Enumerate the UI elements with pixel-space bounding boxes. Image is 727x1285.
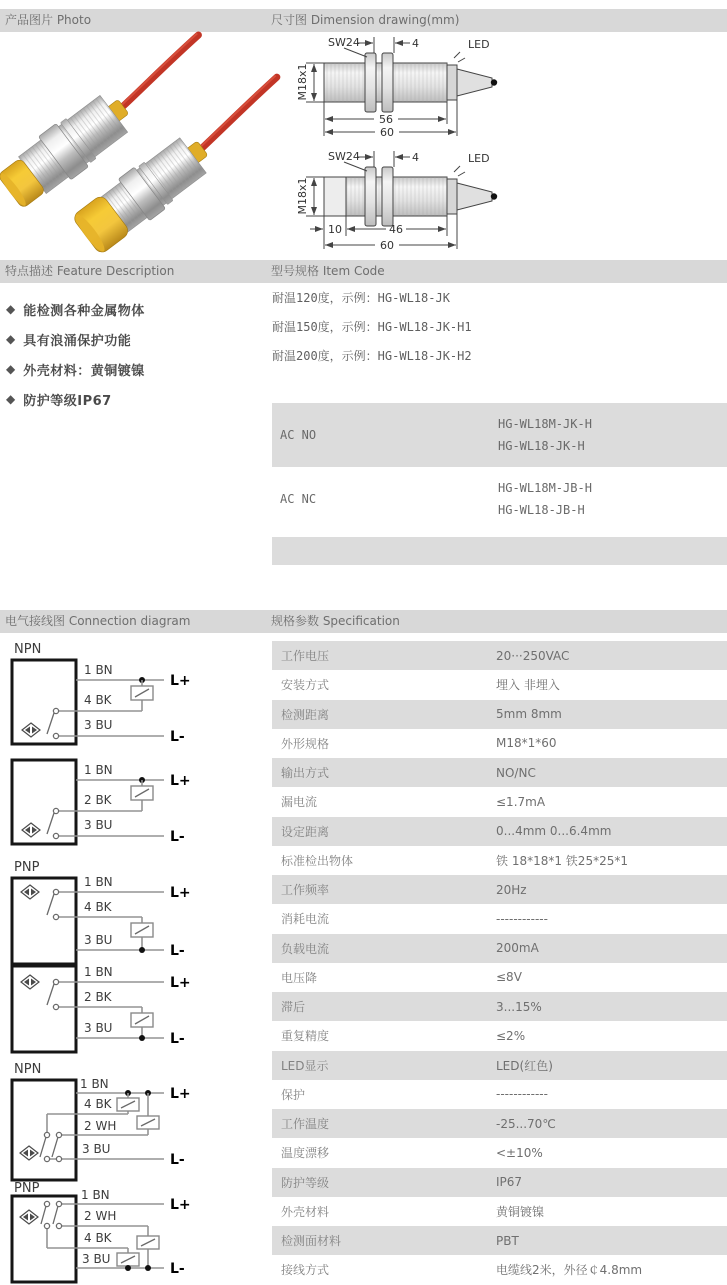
wiring-diagram-pnp-4wire (4, 1180, 264, 1285)
spec-row (272, 1226, 727, 1255)
spec-row (272, 1197, 727, 1226)
item-code-empty-row (272, 537, 727, 565)
spec-row (272, 670, 727, 699)
power-minus-label: L- (170, 1031, 185, 1047)
wiring-diagram-npn-4wire (4, 1060, 264, 1186)
spec-row (272, 1021, 727, 1050)
dimension-drawing-flush (270, 34, 727, 142)
spec-label: 检测距离 (281, 707, 330, 722)
spec-value: PBT (496, 1233, 519, 1248)
spec-label: 漏电流 (281, 795, 318, 810)
item-code-row (272, 467, 727, 531)
feature-list (6, 294, 264, 414)
spec-row (272, 1109, 727, 1138)
connection-section-title: 电气接线图 Connection diagram (5, 614, 191, 628)
spec-value: 3...15% (496, 999, 542, 1014)
power-plus-label: L+ (170, 975, 191, 991)
spec-value: ------------ (496, 1087, 548, 1102)
spec-label: 负载电流 (281, 941, 330, 956)
spec-row (272, 992, 727, 1021)
power-minus-label: L- (170, 829, 185, 845)
wire-label: 4 BK (84, 1231, 112, 1245)
diamond-bullet-icon: ◆ (6, 392, 16, 406)
diagram-type-label: NPN (14, 642, 42, 657)
diamond-bullet-icon: ◆ (6, 302, 16, 316)
feature-item (6, 324, 264, 354)
spec-value: ≤2% (496, 1028, 526, 1043)
spec-label: 安装方式 (281, 678, 330, 693)
wire-label: 1 BN (84, 965, 113, 979)
power-plus-label: L+ (170, 773, 191, 789)
power-plus-label: L+ (170, 673, 191, 689)
output-type-label: AC NO (280, 428, 317, 442)
spec-value: ≤8V (496, 970, 522, 985)
spec-label: 重复精度 (281, 1029, 330, 1044)
feature-text: 外壳材料：黄铜镀镍 (23, 363, 145, 379)
spec-label: 输出方式 (281, 766, 330, 781)
wire-label: 2 WH (84, 1119, 117, 1133)
spec-value: 0...4mm 0...6.4mm (496, 824, 612, 839)
item-code-value: HG-WL18-JB-H (498, 503, 585, 517)
output-type-label: AC NC (280, 492, 317, 506)
thread-length-label: 46 (389, 223, 403, 236)
wire-label: 1 BN (80, 1077, 109, 1091)
total-length-label: 60 (380, 239, 394, 252)
spec-row (272, 1138, 727, 1167)
spec-label: 温度漂移 (281, 1146, 330, 1161)
diamond-bullet-icon: ◆ (6, 362, 16, 376)
spec-value: 20Hz (496, 882, 527, 897)
spec-label: 电压降 (281, 970, 318, 985)
item-code-value: HG-WL18M-JK-H (498, 417, 592, 431)
spec-label: 工作电压 (281, 649, 330, 664)
spec-row (272, 641, 727, 670)
item-code-row (272, 403, 727, 467)
product-photo (0, 40, 265, 255)
feature-text: 防护等级IP67 (23, 393, 112, 409)
itemcode-section-title: 型号规格 Item Code (271, 264, 385, 278)
thread-spec-label: M18x1 (296, 177, 309, 215)
nut-width-label: 4 (412, 37, 419, 50)
feature-item (6, 294, 264, 324)
wiring-diagram-pnp-no (4, 858, 264, 970)
wire-label: 4 BK (84, 900, 112, 914)
spec-value: 5mm 8mm (496, 707, 562, 722)
wiring-diagram-npn-no-2 (4, 756, 264, 854)
power-minus-label: L- (170, 1261, 185, 1277)
spec-row (272, 846, 727, 875)
spec-label: 接线方式 (281, 1263, 330, 1278)
temp-rating-line: 耐温200度，示例：HG-WL18-JK-H2 (272, 349, 472, 363)
spec-label: 标准检出物体 (281, 853, 354, 868)
photo-section-title: 产品图片 Photo (5, 13, 92, 27)
specification-section-title: 规格参数 Specification (271, 614, 400, 628)
wire-label: 4 BK (84, 1097, 112, 1111)
spec-value: 电缆线2米，外径￠4.8mm (496, 1263, 643, 1278)
spec-row (272, 934, 727, 963)
wire-label: 3 BU (84, 718, 113, 732)
wire-label: 2 BK (84, 793, 112, 807)
nut-width-label: 4 (412, 151, 419, 164)
spec-label: 工作频率 (281, 883, 330, 898)
wire-label: 3 BU (84, 933, 113, 947)
spec-value: <±10% (496, 1145, 543, 1160)
diagram-type-label: PNP (14, 860, 40, 875)
wire-label: 1 BN (84, 663, 113, 677)
wrench-size-label: SW24 (328, 150, 360, 163)
sensor-2 (70, 66, 300, 257)
spec-value: 黄铜镀镍 (496, 1204, 545, 1219)
spec-label: LED显示 (281, 1058, 329, 1073)
total-length-label: 60 (380, 126, 394, 139)
spec-value: 200mA (496, 941, 539, 956)
feature-text: 具有浪涌保护功能 (23, 333, 132, 349)
wire-label: 1 BN (84, 763, 113, 777)
spec-row (272, 787, 727, 816)
wire-label: 3 BU (84, 1021, 113, 1035)
spec-label: 保护 (281, 1087, 306, 1102)
spec-value: ≤1.7mA (496, 794, 546, 809)
wire-label: 1 BN (84, 875, 113, 889)
power-minus-label: L- (170, 1152, 185, 1168)
item-code-value: HG-WL18-JK-H (498, 439, 585, 453)
spec-value: 埋入 非埋入 (496, 678, 560, 693)
spec-row (272, 1051, 727, 1080)
temp-rating-lines (272, 284, 727, 371)
spec-label: 工作温度 (281, 1117, 330, 1132)
wire-label: 2 BK (84, 990, 112, 1004)
spec-value: LED(红色) (496, 1058, 553, 1073)
spec-row (272, 963, 727, 992)
dimension-section-title: 尺寸图 Dimension drawing(mm) (271, 13, 460, 27)
thread-spec-label: M18x1 (296, 63, 309, 101)
body-length-label: 56 (379, 113, 393, 126)
power-plus-label: L+ (170, 1197, 191, 1213)
header-band-bottom (0, 610, 727, 633)
dimension-drawing-nonflush (270, 148, 727, 258)
spec-value: IP67 (496, 1175, 523, 1190)
wire-label: 3 BU (84, 818, 113, 832)
specification-table (272, 641, 727, 1285)
feature-section-title: 特点描述 Feature Description (5, 264, 175, 278)
spec-row (272, 758, 727, 787)
spec-row (272, 904, 727, 933)
spec-row (272, 875, 727, 904)
tip-length-label: 10 (328, 223, 342, 236)
diagram-type-label: PNP (14, 1181, 40, 1196)
temp-rating-line: 耐温120度，示例：HG-WL18-JK (272, 291, 450, 305)
led-label: LED (468, 152, 490, 165)
temp-rating-line: 耐温150度，示例：HG-WL18-JK-H1 (272, 320, 472, 334)
wire-label: 1 BN (81, 1188, 110, 1202)
spec-label: 外形规格 (281, 736, 330, 751)
spec-row (272, 700, 727, 729)
spec-label: 滞后 (281, 1000, 306, 1015)
header-band-middle (0, 260, 727, 283)
wire-label: 3 BU (82, 1142, 111, 1156)
spec-row (272, 729, 727, 758)
item-code-value: HG-WL18M-JB-H (498, 481, 592, 495)
spec-row (272, 1255, 727, 1284)
item-code-table (272, 403, 727, 531)
feature-item (6, 384, 264, 414)
spec-label: 防护等级 (281, 1175, 330, 1190)
wire-label: 3 BU (82, 1252, 111, 1266)
spec-row (272, 817, 727, 846)
spec-row (272, 1168, 727, 1197)
spec-value: -25...70℃ (496, 1116, 556, 1131)
spec-label: 设定距离 (281, 824, 330, 839)
wiring-diagram-npn-no (4, 640, 264, 755)
spec-label: 检测面材料 (281, 1234, 342, 1249)
spec-label: 消耗电流 (281, 912, 330, 927)
power-plus-label: L+ (170, 885, 191, 901)
power-minus-label: L- (170, 943, 185, 959)
header-band-top (0, 9, 727, 32)
diamond-bullet-icon: ◆ (6, 332, 16, 346)
power-plus-label: L+ (170, 1086, 191, 1102)
power-minus-label: L- (170, 729, 185, 745)
feature-text: 能检测各种金属物体 (23, 303, 145, 319)
wire-label: 2 WH (84, 1209, 117, 1223)
led-label: LED (468, 38, 490, 51)
diagram-type-label: NPN (14, 1062, 42, 1077)
feature-item (6, 354, 264, 384)
spec-value: M18*1*60 (496, 736, 557, 751)
spec-label: 外壳材料 (281, 1204, 330, 1219)
spec-value: 铁 18*18*1 铁25*25*1 (496, 853, 628, 868)
spec-value: 20···250VAC (496, 648, 570, 663)
wiring-diagram-pnp-no-2 (4, 962, 264, 1060)
wire-label: 4 BK (84, 693, 112, 707)
spec-value: NO/NC (496, 765, 536, 780)
wrench-size-label: SW24 (328, 36, 360, 49)
spec-row (272, 1080, 727, 1109)
spec-value: ------------ (496, 911, 548, 926)
